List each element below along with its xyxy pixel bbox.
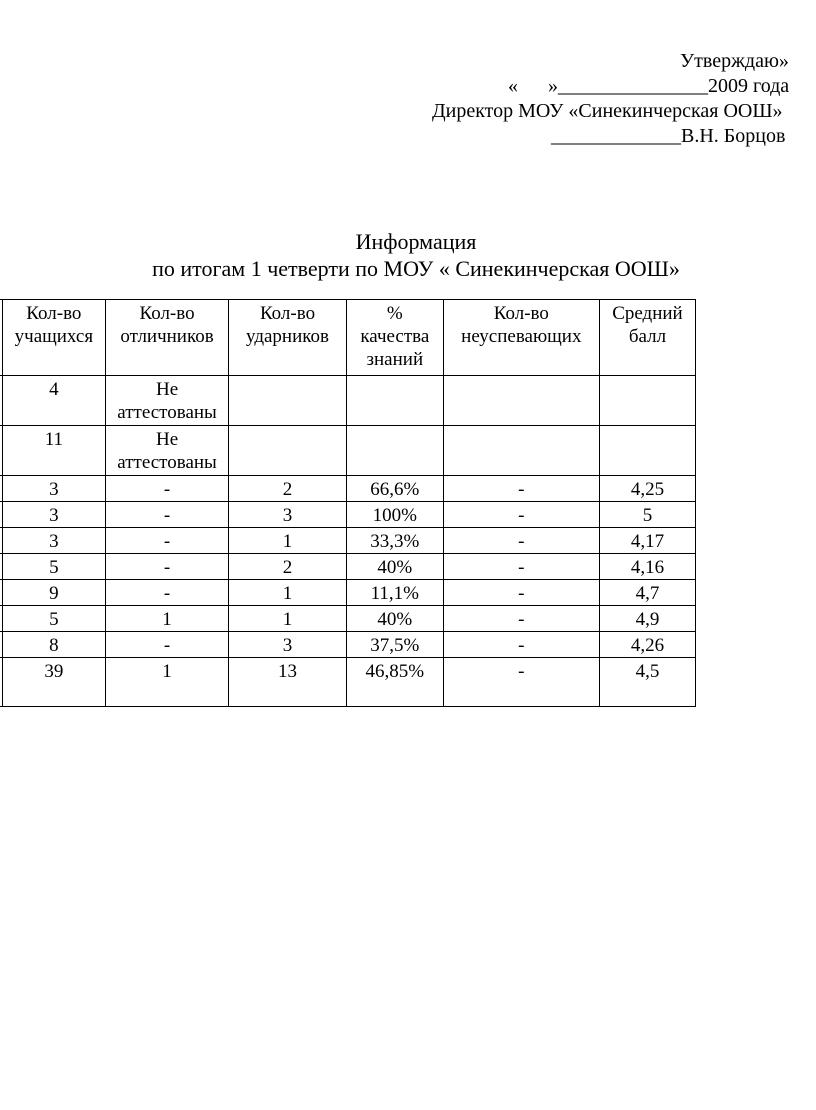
- cell-excellent: -: [106, 528, 229, 554]
- cell-quality: 100%: [346, 502, 443, 528]
- cell-average: 4,7: [599, 580, 695, 606]
- cell-good: 2: [229, 554, 347, 580]
- cell-average: 4,17: [599, 528, 695, 554]
- cell-average: 4,16: [599, 554, 695, 580]
- cell-quality: 37,5%: [346, 632, 443, 658]
- cell-average: [599, 426, 695, 476]
- cell-good: [229, 426, 347, 476]
- cell-excellent: 1: [106, 658, 229, 707]
- cell-failing: -: [443, 554, 599, 580]
- cell-students: 11: [2, 426, 105, 476]
- table-header-row: [0, 300, 696, 376]
- cell-failing: -: [443, 606, 599, 632]
- table-row: [0, 376, 696, 426]
- cell-quality: 33,3%: [346, 528, 443, 554]
- cell-students: 5: [2, 554, 105, 580]
- cell-good: [229, 376, 347, 426]
- cell-quality: 66,6%: [346, 476, 443, 502]
- table-row: [0, 528, 696, 554]
- cell-good: 1: [229, 528, 347, 554]
- header-average: Средний балл: [599, 300, 695, 376]
- cell-students: 4: [2, 376, 105, 426]
- cell-excellent: -: [106, 632, 229, 658]
- table-row: [0, 476, 696, 502]
- cell-average: [599, 376, 695, 426]
- cell-average: 4,26: [599, 632, 695, 658]
- cell-students: 3: [2, 476, 105, 502]
- document-title: Информация: [355, 229, 477, 254]
- cell-students: 5: [2, 606, 105, 632]
- cell-failing: [443, 426, 599, 476]
- cell-average: 4,5: [599, 658, 695, 707]
- cell-quality: [346, 376, 443, 426]
- cell-students: 39: [2, 658, 105, 707]
- cell-excellent: Не аттестованы: [106, 376, 229, 426]
- approval-line-date: « »_______________2009 года: [508, 75, 790, 97]
- cell-failing: -: [443, 580, 599, 606]
- cell-good: 1: [229, 606, 347, 632]
- header-good: Кол-во ударников: [229, 300, 347, 376]
- cell-failing: -: [443, 658, 599, 707]
- table-row: [0, 658, 696, 707]
- cell-excellent: -: [106, 502, 229, 528]
- results-table: [0, 299, 696, 707]
- cell-quality: 40%: [346, 606, 443, 632]
- cell-excellent: Не аттестованы: [106, 426, 229, 476]
- cell-quality: 40%: [346, 554, 443, 580]
- table-row: [0, 606, 696, 632]
- cell-average: 5: [599, 502, 695, 528]
- cell-good: 3: [229, 632, 347, 658]
- cell-good: 2: [229, 476, 347, 502]
- table-row: [0, 554, 696, 580]
- cell-good: 13: [229, 658, 347, 707]
- cell-students: 9: [2, 580, 105, 606]
- table-row: [0, 580, 696, 606]
- header-excellent: Кол-во отличников: [106, 300, 229, 376]
- cell-failing: -: [443, 476, 599, 502]
- approval-line-approve: Утверждаю»: [680, 50, 789, 72]
- cell-excellent: -: [106, 580, 229, 606]
- cell-average: 4,25: [599, 476, 695, 502]
- cell-quality: 46,85%: [346, 658, 443, 707]
- cell-failing: -: [443, 528, 599, 554]
- cell-average: 4,9: [599, 606, 695, 632]
- cell-students: 3: [2, 502, 105, 528]
- document-subtitle: по итогам 1 четверти по МОУ « Синекинчерская ООШ»: [152, 256, 680, 281]
- cell-good: 1: [229, 580, 347, 606]
- header-failing: Кол-во неуспевающих: [443, 300, 599, 376]
- cell-failing: [443, 376, 599, 426]
- table-row: [0, 632, 696, 658]
- header-students: Кол-во учащихся: [2, 300, 105, 376]
- cell-excellent: -: [106, 554, 229, 580]
- cell-good: 3: [229, 502, 347, 528]
- cell-students: 8: [2, 632, 105, 658]
- table-row: [0, 502, 696, 528]
- cell-failing: -: [443, 632, 599, 658]
- approval-line-signature: _____________В.Н. Борцов: [551, 125, 786, 147]
- header-quality: % качества знаний: [346, 300, 443, 376]
- cell-quality: 11,1%: [346, 580, 443, 606]
- cell-excellent: 1: [106, 606, 229, 632]
- approval-line-director: Директор МОУ «Синекинчерская ООШ»: [432, 100, 783, 122]
- cell-students: 3: [2, 528, 105, 554]
- cell-excellent: -: [106, 476, 229, 502]
- cell-quality: [346, 426, 443, 476]
- table-row: [0, 426, 696, 476]
- cell-failing: -: [443, 502, 599, 528]
